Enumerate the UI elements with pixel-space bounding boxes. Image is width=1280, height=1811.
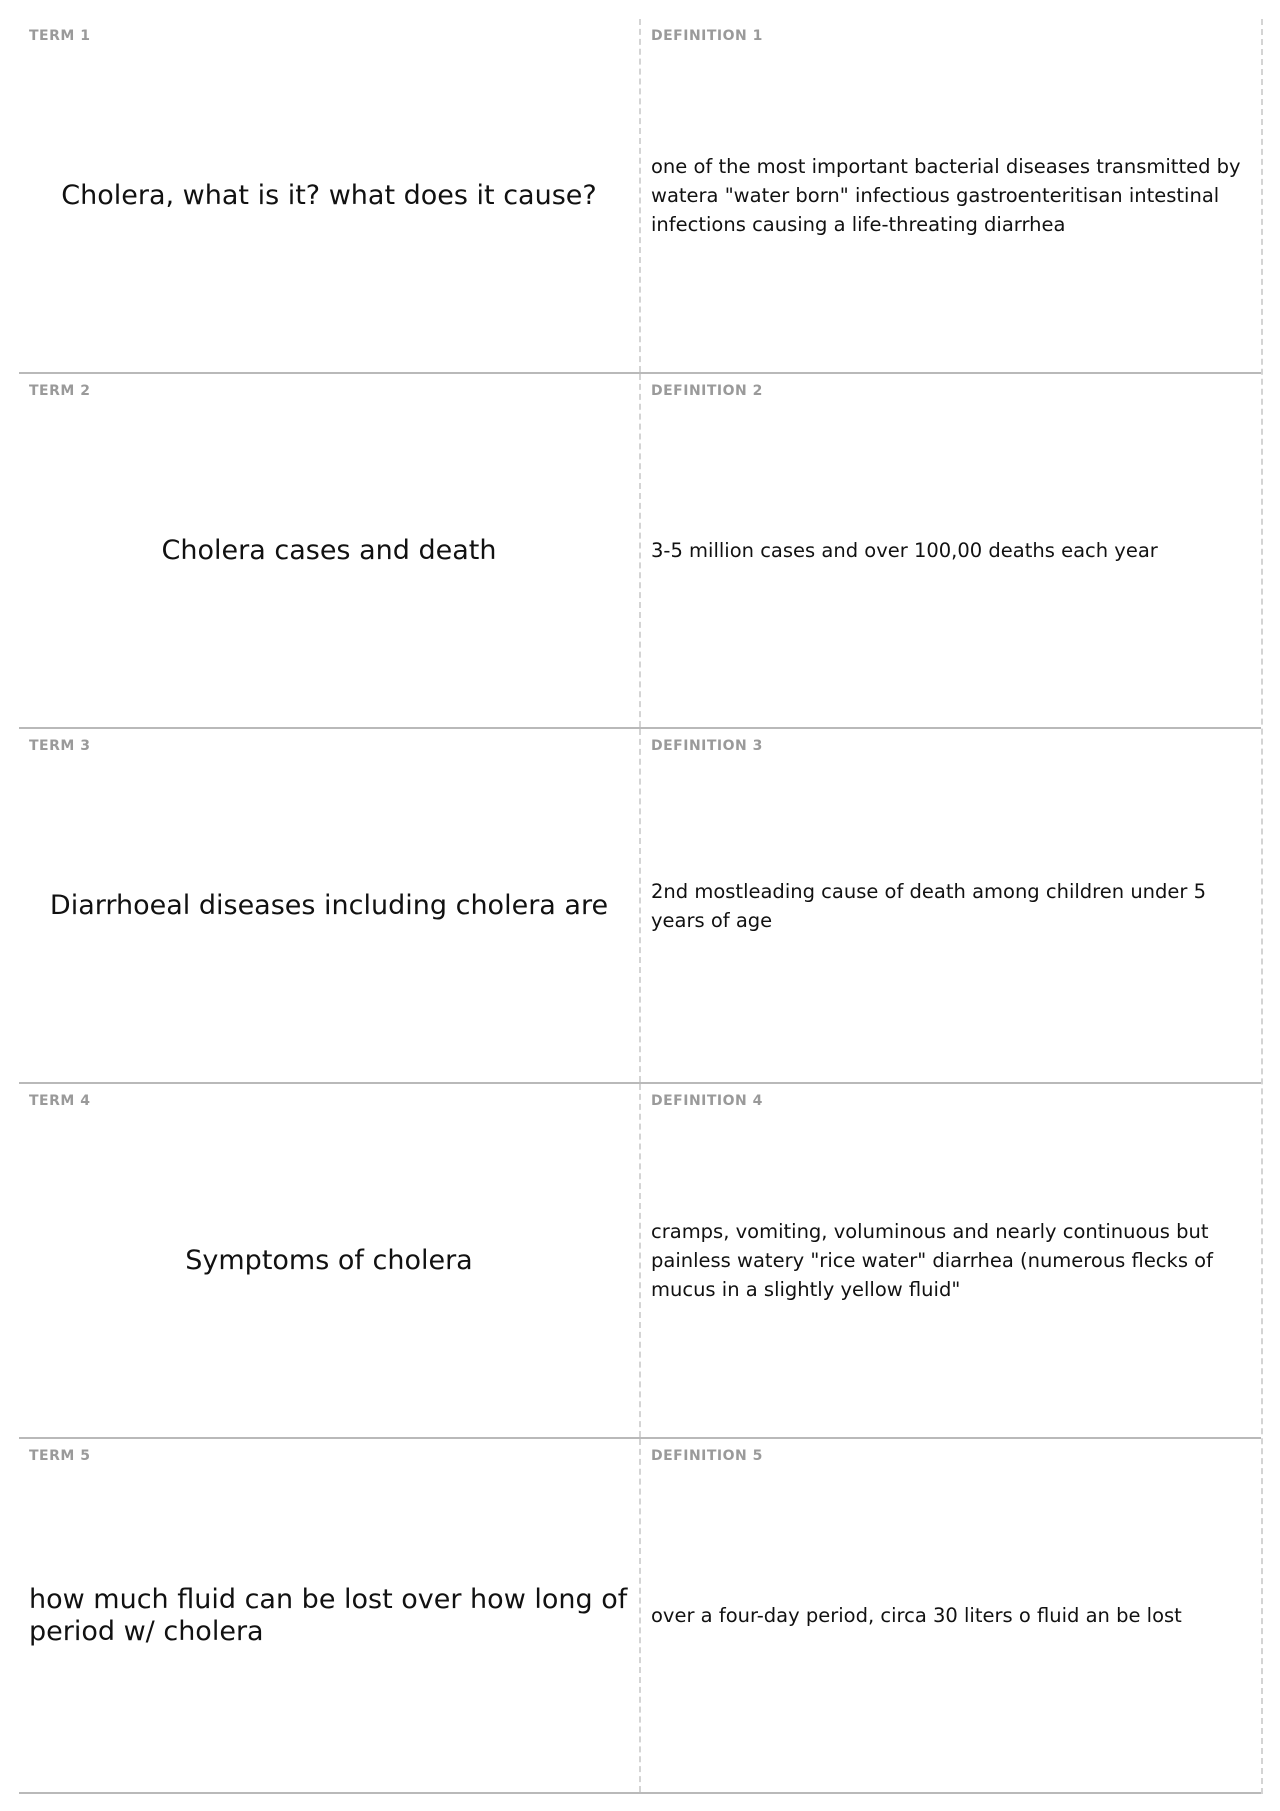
- definition-cell: [641, 1084, 1261, 1437]
- term-text: Symptoms of cholera: [185, 1244, 473, 1276]
- definition-text: cramps, vomiting, voluminous and nearly continuous but painless watery "rice water" diarrhea (numerous flecks of mucus in a slightly yellow fluid": [651, 1220, 1213, 1301]
- definition-label: DEFINITION 2: [651, 383, 763, 399]
- flashcard-row: [19, 19, 1261, 374]
- definition-cell: [641, 19, 1261, 372]
- term-text: Cholera, what is it? what does it cause?: [61, 179, 597, 211]
- definition-text: one of the most important bacterial diseases transmitted by watera "water born" infectious gastroenteritisan intestinal infections causing a life-threating diarrhea: [651, 155, 1241, 236]
- term-label: TERM 4: [29, 1093, 91, 1109]
- definition-label: DEFINITION 3: [651, 738, 763, 754]
- term-cell: [19, 1084, 641, 1437]
- term-label: TERM 5: [29, 1448, 91, 1464]
- flashcard-sheet: [19, 19, 1263, 1794]
- term-label: TERM 2: [29, 383, 91, 399]
- term-text: how much fluid can be lost over how long of period w/ cholera: [29, 1583, 628, 1647]
- definition-label: DEFINITION 4: [651, 1093, 763, 1109]
- definition-cell: [641, 1439, 1261, 1792]
- term-label: TERM 1: [29, 28, 91, 44]
- definition-label: DEFINITION 1: [651, 28, 763, 44]
- flashcard-row: [19, 1084, 1261, 1439]
- definition-text: 3-5 million cases and over 100,00 deaths each year: [651, 539, 1158, 562]
- definition-cell: [641, 729, 1261, 1082]
- term-text: Diarrhoeal diseases including cholera are: [49, 889, 609, 921]
- definition-cell: [641, 374, 1261, 727]
- definition-text: over a four-day period, circa 30 liters o fluid an be lost: [651, 1604, 1182, 1627]
- flashcard-row: [19, 374, 1261, 729]
- term-cell: [19, 19, 641, 372]
- flashcard-row: [19, 1439, 1261, 1794]
- term-cell: [19, 374, 641, 727]
- definition-label: DEFINITION 5: [651, 1448, 763, 1464]
- term-label: TERM 3: [29, 738, 91, 754]
- term-cell: [19, 1439, 641, 1792]
- term-cell: [19, 729, 641, 1082]
- definition-text: 2nd mostleading cause of death among children under 5 years of age: [651, 879, 1207, 932]
- term-text: Cholera cases and death: [161, 534, 497, 566]
- flashcard-row: [19, 729, 1261, 1084]
